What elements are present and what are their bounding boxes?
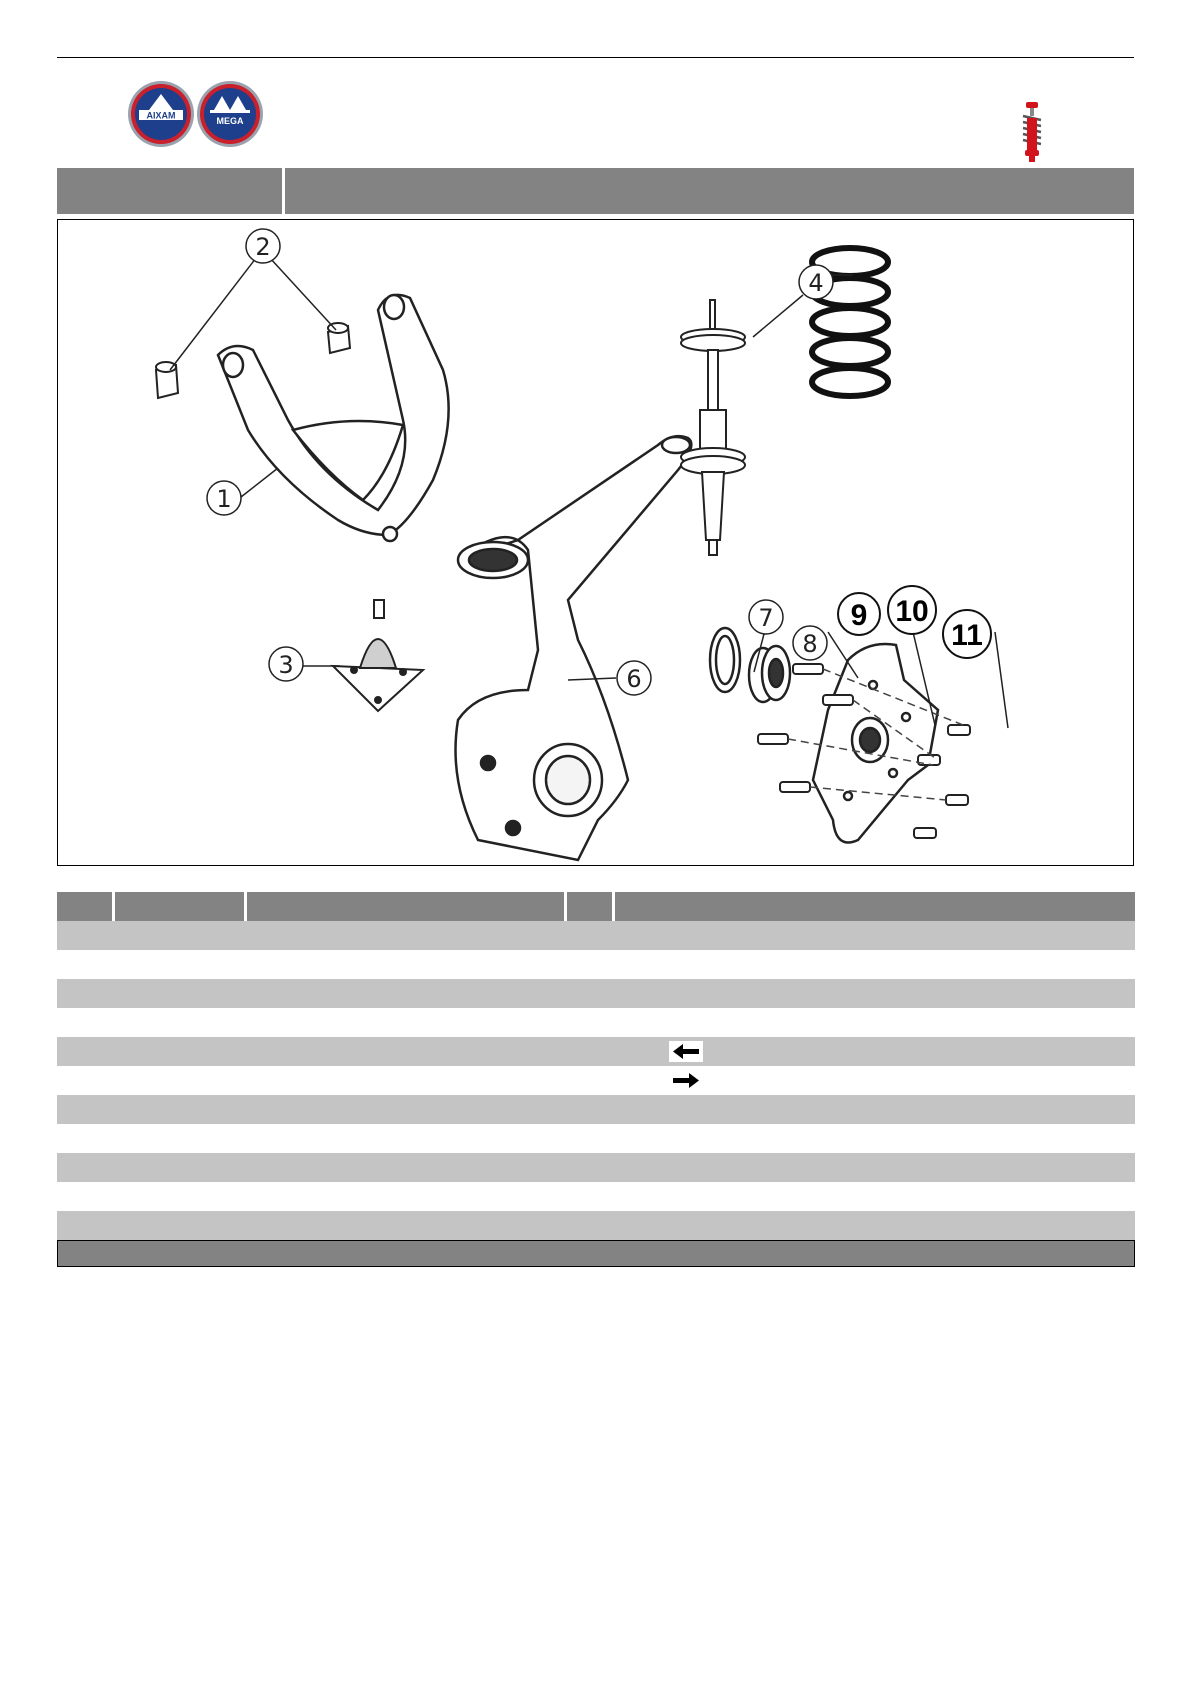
callout-11 (943, 610, 991, 658)
header-column-separator (564, 892, 567, 921)
title-bar-divider (282, 168, 285, 214)
svg-text:11: 11 (951, 619, 983, 652)
callout-6 (617, 661, 651, 695)
shock-absorber (681, 300, 745, 555)
svg-text:10: 10 (895, 595, 929, 628)
ball-joint (333, 600, 423, 711)
header-column-separator (112, 892, 115, 921)
table-row (57, 950, 1135, 979)
exploded-parts-diagram (57, 219, 1134, 866)
callout-10 (888, 586, 936, 634)
callout-7 (749, 600, 783, 634)
callout-1 (207, 481, 241, 515)
mega-logo (196, 80, 264, 148)
table-row (57, 1153, 1135, 1182)
table-row (57, 1066, 1135, 1095)
table-row (57, 921, 1135, 950)
callout-2 (246, 229, 280, 263)
parts-table-header (57, 892, 1135, 921)
svg-text:2: 2 (255, 233, 271, 261)
wheel-hub (813, 644, 938, 843)
callout-8 (793, 626, 827, 660)
svg-text:7: 7 (758, 604, 774, 632)
parts-table-footer (57, 1240, 1135, 1267)
svg-text:4: 4 (808, 269, 824, 297)
snap-ring (710, 628, 740, 692)
callout-9 (838, 593, 880, 635)
header-column-separator (612, 892, 615, 921)
callout-3 (269, 647, 303, 681)
bushing-left (156, 362, 178, 398)
bushing-right (328, 323, 350, 353)
callout-4 (799, 265, 833, 299)
table-row (57, 979, 1135, 1008)
svg-text:8: 8 (802, 630, 818, 658)
shock-absorber-icon (1018, 102, 1046, 162)
steering-knuckle (456, 436, 692, 860)
table-row (57, 1124, 1135, 1153)
aixam-logo (127, 80, 195, 148)
parts-table (57, 892, 1135, 1267)
arrow-left-icon (669, 1041, 703, 1062)
table-row (57, 1182, 1135, 1211)
table-row (57, 1008, 1135, 1037)
svg-text:9: 9 (850, 599, 868, 632)
table-row (57, 1211, 1135, 1240)
mega-logo-text: MEGA (216, 116, 244, 126)
aixam-logo-text: AIXAM (146, 110, 176, 121)
arrow-right-icon (669, 1070, 703, 1091)
header-column-separator (244, 892, 247, 921)
svg-text:6: 6 (626, 665, 642, 693)
svg-text:3: 3 (278, 651, 294, 679)
top-rule (57, 57, 1134, 58)
svg-text:1: 1 (216, 485, 232, 513)
wheel-bearing (749, 646, 790, 702)
table-row (57, 1037, 1135, 1066)
table-row (57, 1095, 1135, 1124)
section-title-bar (57, 168, 1134, 214)
